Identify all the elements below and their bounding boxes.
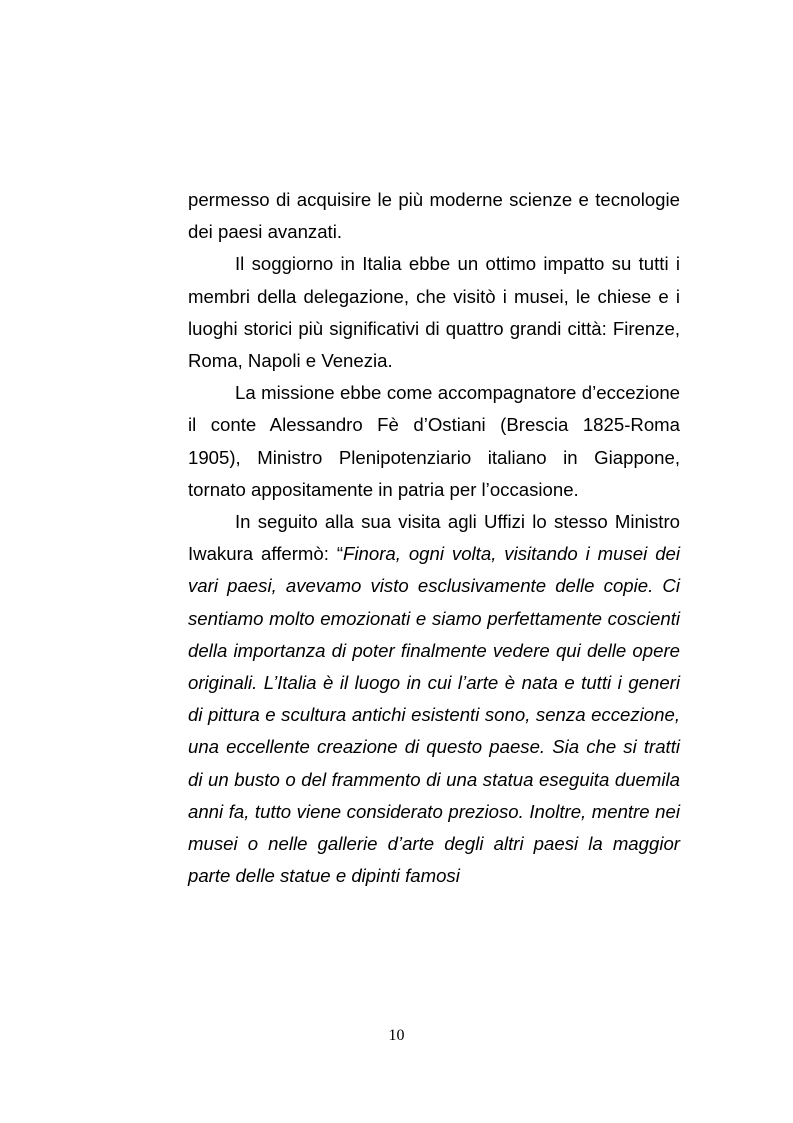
paragraph-continuation bbox=[188, 184, 680, 248]
paragraph-text: permesso di acquisire le più moderne scienze e tecnologie dei paesi avanzati. bbox=[188, 189, 680, 243]
paragraph-text: Il soggiorno in Italia ebbe un ottimo impatto su tutti i membri della delegazione, che visitò i musei, le chiese e i luoghi storici più significativi di quattro grandi città: Firenze, Roma, Napoli e Venezia. bbox=[188, 253, 680, 372]
paragraph-uffizi-visit bbox=[188, 506, 680, 892]
page-number: 10 bbox=[388, 1027, 405, 1044]
body-text bbox=[188, 184, 680, 892]
paragraph-mission-escort bbox=[188, 377, 680, 506]
paragraph-text: In seguito alla sua visita agli Uffizi lo stesso Ministro Iwakura affermò: “ bbox=[188, 511, 680, 565]
iwakura-quote: Finora, ogni volta, visitando i musei dei vari paesi, avevamo visto esclusivamente delle copie. Ci sentiamo molto emozionati e siamo perfettamente coscienti della importanza di poter finalmente vedere qui delle opere originali. L’Italia è il luogo in cui l’arte è nata e tutti i generi di pittura e scultura antichi esistenti sono, senza eccezione, una eccellente creazione di questo paese. Sia che si tratti di un busto o del frammento di una statua eseguita duemila anni fa, tutto viene considerato prezioso. Inoltre, mentre nei musei o nelle gallerie d’arte degli altri paesi la maggior parte delle statue e dipinti famosi bbox=[188, 543, 681, 887]
paragraph-italy-stay bbox=[188, 248, 680, 377]
paragraph-text: La missione ebbe come accompagnatore d’eccezione il conte Alessandro Fè d’Ostiani (Brescia 1825-Roma 1905), Ministro Plenipotenziario italiano in Giappone, tornato appositamente in patria per l’occasione. bbox=[188, 382, 680, 500]
